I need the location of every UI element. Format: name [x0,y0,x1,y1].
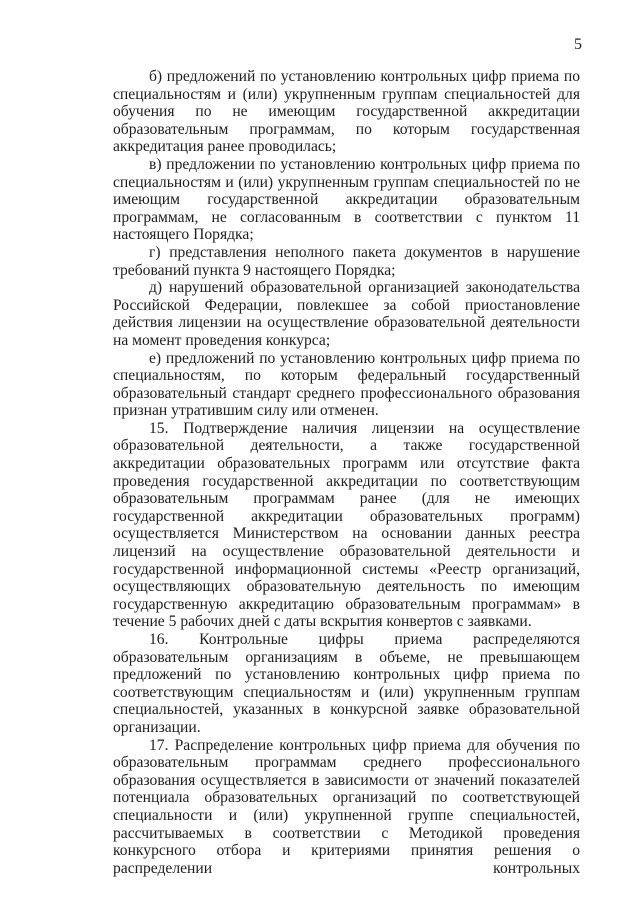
document-body [113,68,580,877]
paragraph-17: 17. Распределение контрольных цифр приема для обучения по образовательным программам среднего профессионального образования осуществляется в зависимости от значений показателей потенциала образовательных организаций по соответствующей специальности и (или) укрупненной группе специальностей, рассчитываемых в соответствии с Методикой проведения конкурсного отбора и критериями принятия решения о распределении контрольных [113,736,580,877]
paragraph-g: г) представления неполного пакета документов в нарушение требований пункта 9 настоящего Порядка; [113,243,580,279]
paragraph-v: в) предложении по установлению контрольных цифр приема по специальностям и (или) укрупненным группам специальностей по не имеющим государственной аккредитации образовательным программам, не согласованным в соответствии с пунктом 11 настоящего Порядка; [113,155,580,244]
paragraph-16: 16. Контрольные цифры приема распределяются образовательным организациям в объеме, не превышающем предложений по установлению контрольных цифр приема по соответствующим специальностям и (или) укрупненным группам специальностей, указанных в конкурсной заявке образовательной организации. [113,631,580,736]
paragraph-e: е) предложений по установлению контрольных цифр приема по специальностям, по которым федеральный государственный образовательный стандарт среднего профессионального образования признан утратившим силу или отменен. [113,349,580,420]
paragraph-b: б) предложений по установлению контрольных цифр приема по специальностям и (или) укрупненным группам специальностей для обучения по не имеющим государственной аккредитации образовательным программам, по которым государственная аккредитация ранее проводилась; [113,68,580,156]
paragraph-15: 15. Подтверждение наличия лицензии на осуществление образовательной деятельности, а также государственной аккредитации образовательных программ или отсутствие факта проведения государственной аккредитации по соответствующим образовательным программам ранее (для не имеющих государственной аккредитации образовательных программ) осуществляется Министерством на основании данных реестра лицензий на осуществление образовательной деятельности и государственной информационной системы «Реестр организаций, осуществляющих образовательную деятельность по имеющим государственную аккредитацию образовательным программам» в течение 5 рабочих дней с даты вскрытия конвертов с заявками. [113,419,580,631]
page-number: 5 [574,36,582,53]
paragraph-d: д) нарушений образовательной организацией законодательства Российской Федерации, повлекшее за собой приостановление действия лицензии на осуществление образовательной деятельности на момент проведения конкурса; [113,279,580,349]
